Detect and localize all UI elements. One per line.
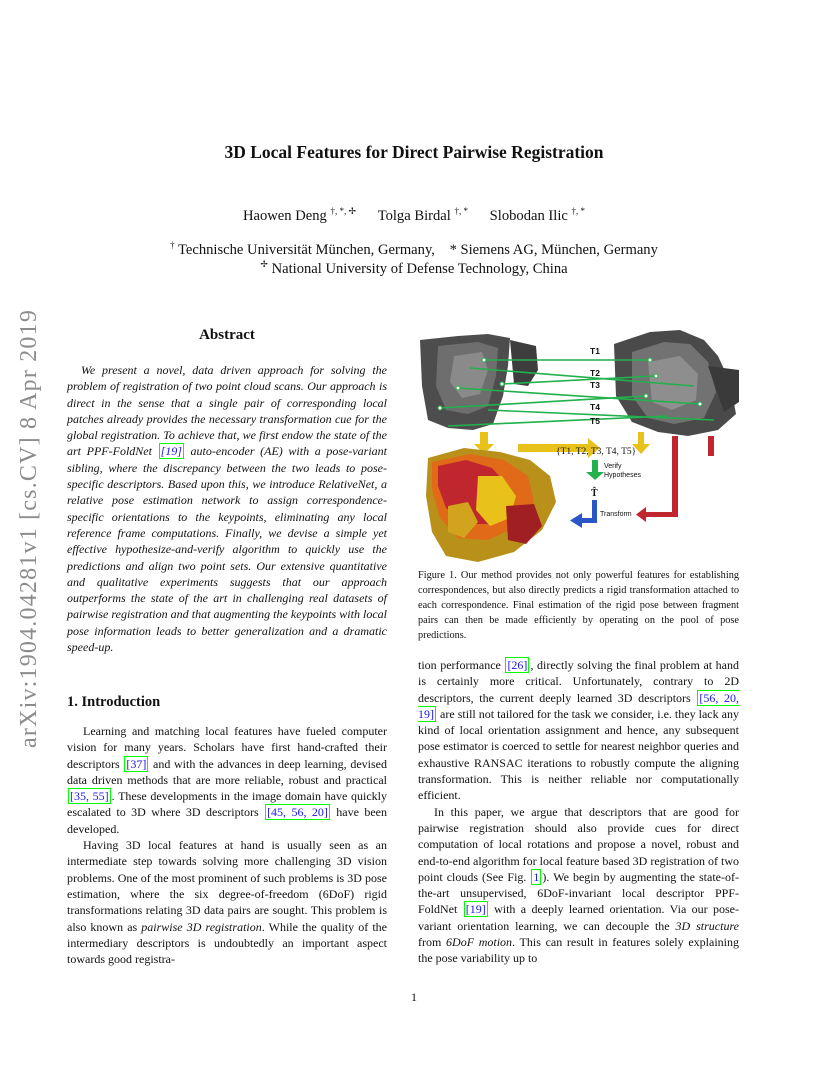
affiliation-line-2: ✢ National University of Defense Technology, China — [260, 259, 568, 277]
abstract-heading: Abstract — [199, 327, 255, 343]
hypotheses-label: Hypotheses — [604, 472, 641, 479]
intro-paragraph-2: Having 3D local features at hand is usually seen as an intermediate step towards solving more challenging 3D vision problems. One of the most prominent of such problems is 3D pose estimation, where the six degree-of-freedom (6DoF) rigid transformations relating 3D data pairs are sought. This problem is also known as pairwise 3D registration. While the quality of the intermediary descriptors is undoubtedly an important aspect towards good registra- — [67, 838, 387, 967]
author-3: Slobodan Ilic †, * — [489, 206, 586, 224]
source-point-cloud — [420, 334, 538, 430]
paper-title: 3D Local Features for Direct Pairwise Registration — [224, 142, 604, 162]
section-heading-introduction: 1. Introduction — [67, 694, 161, 710]
citation-link[interactable]: [56, 20, 19] — [418, 690, 740, 721]
arxiv-side-stamp — [8, 290, 44, 750]
transform-label: Transform — [600, 511, 632, 518]
arxiv-stamp-text: arXiv:1904.04281v1 [cs.CV] 8 Apr 2019 — [16, 308, 42, 748]
citation-link[interactable]: [19] — [160, 444, 182, 459]
right-paragraph-2: In this paper, we argue that descriptors that are good for pairwise registration should also provide cues for direct computation of local rotations and propose a novel, robust and end-to-end algorithm for local feature based 3D registration of two point clouds (See Fig. 1 ). We begin by augmenting the state-of-the-art unsupervised, 6DoF-invariant local descriptor PPF-FoldNet [19] with a deeply learned orientation. Via our pose-variant orientation learning, we can decouple the 3D structure from 6DoF motion. This can result in features solely explaining the pose variability up to — [418, 804, 739, 966]
citation-link[interactable]: [26] — [507, 658, 528, 672]
citation-link[interactable]: [45, 56, 20] — [267, 805, 328, 820]
citation-link[interactable]: [37] — [126, 756, 147, 771]
verify-arrow — [586, 460, 604, 480]
author-2-marks: †, * — [454, 206, 468, 216]
introduction-body — [67, 723, 387, 967]
abstract-body: We present a novel, data driven approach for solving the problem of registration of two point cloud scans. Our approach is direct in the sense that a single pair of corresponding local patches already provides the necessary transformation cue for the global registration. To achieve that, we first endow the state of the art PPF-FoldNet [19] auto-encoder (AE) with a pose-variant sibling, where the discrepancy between the two leads to pose-specific descriptors. Based upon this, we introduce RelativeNet, a relative pose estimation network to assign correspondence-specific orientations to the keypoints, eliminating any local reference frame computations. Finally, we devise a simple yet effective hypothesize-and-verify algorithm to quickly use the predictions and align two point sets. Our extensive quantitative and qualitative experiments suggests that our approach outperforms the state of the art in challenging real datasets of pairwise registration and that augmenting the keypoints with local pose information leads to better generalization and a dramatic speed-up. — [67, 363, 387, 655]
label-t1: T1 — [590, 346, 600, 356]
citation-link[interactable]: [35, 55] — [70, 789, 109, 804]
verify-label: Verify — [604, 463, 622, 470]
author-list — [0, 206, 828, 225]
figure-1-diagram — [418, 326, 739, 566]
transform-arrow-blue — [570, 500, 597, 528]
estimated-transform-label: T̂ — [591, 488, 598, 499]
hypothesis-set-label: {T1, T2, T3, T4, T5} — [556, 447, 637, 457]
author-2: Tolga Birdal †, * — [377, 206, 468, 224]
intro-paragraph-1: Learning and matching local features have fueled computer vision for many years. Scholars have first hand-crafted their descriptors [37] and with the advances in deep learning, devised data driven methods that are more reliable, robust and practical [35, 55] . These developments in the image domain have quickly escalated to 3D where 3D descriptors [45, 56, 20] have been developed. — [67, 724, 387, 836]
author-1: Haowen Deng †, *, ✢ — [242, 206, 357, 224]
registered-point-cloud — [426, 448, 556, 562]
right-column-body — [418, 657, 739, 967]
author-3-marks: †, * — [571, 206, 586, 216]
label-t2: T2 — [590, 368, 600, 378]
affiliation-line-1: † Technische Universität München, Germany, * Siemens AG, München, Germany — [170, 240, 658, 258]
author-1-marks: †, *, ✢ — [330, 206, 357, 216]
page-number: 1 — [411, 990, 417, 1004]
right-paragraph-1: tion performance [26] , directly solving the final problem at hand is certainly more critical. Unfortunately, contrary to 2D descriptors, the current deeply learned 3D descriptors [56, 20, 19] are still not tailored for the task we consider, i.e. they lack any kind of local orientation assignment and hence, any subsequent pose estimator is coerced to settle for nearest neighbor queries and exhaustive RANSAC iterations to robustly compute the aligning transformation. This is neither reliable nor computationally efficient. — [418, 658, 740, 803]
label-t4: T4 — [590, 402, 600, 412]
citation-link[interactable]: [19] — [465, 902, 486, 917]
label-t5: T5 — [590, 416, 600, 426]
figure-reference-link[interactable]: 1 — [533, 869, 540, 884]
red-arrows — [636, 436, 714, 522]
target-point-cloud — [614, 330, 739, 436]
figure-1-caption: Figure 1. Our method provides not only powerful features for establishing correspondences, but also directly predicts a rigid transformation attached to each correspondence. Final estimation of the rigid pose between fragment pairs can then be made efficiently by operating on the pool of pose predictions. — [418, 570, 739, 641]
label-t3: T3 — [590, 380, 600, 390]
